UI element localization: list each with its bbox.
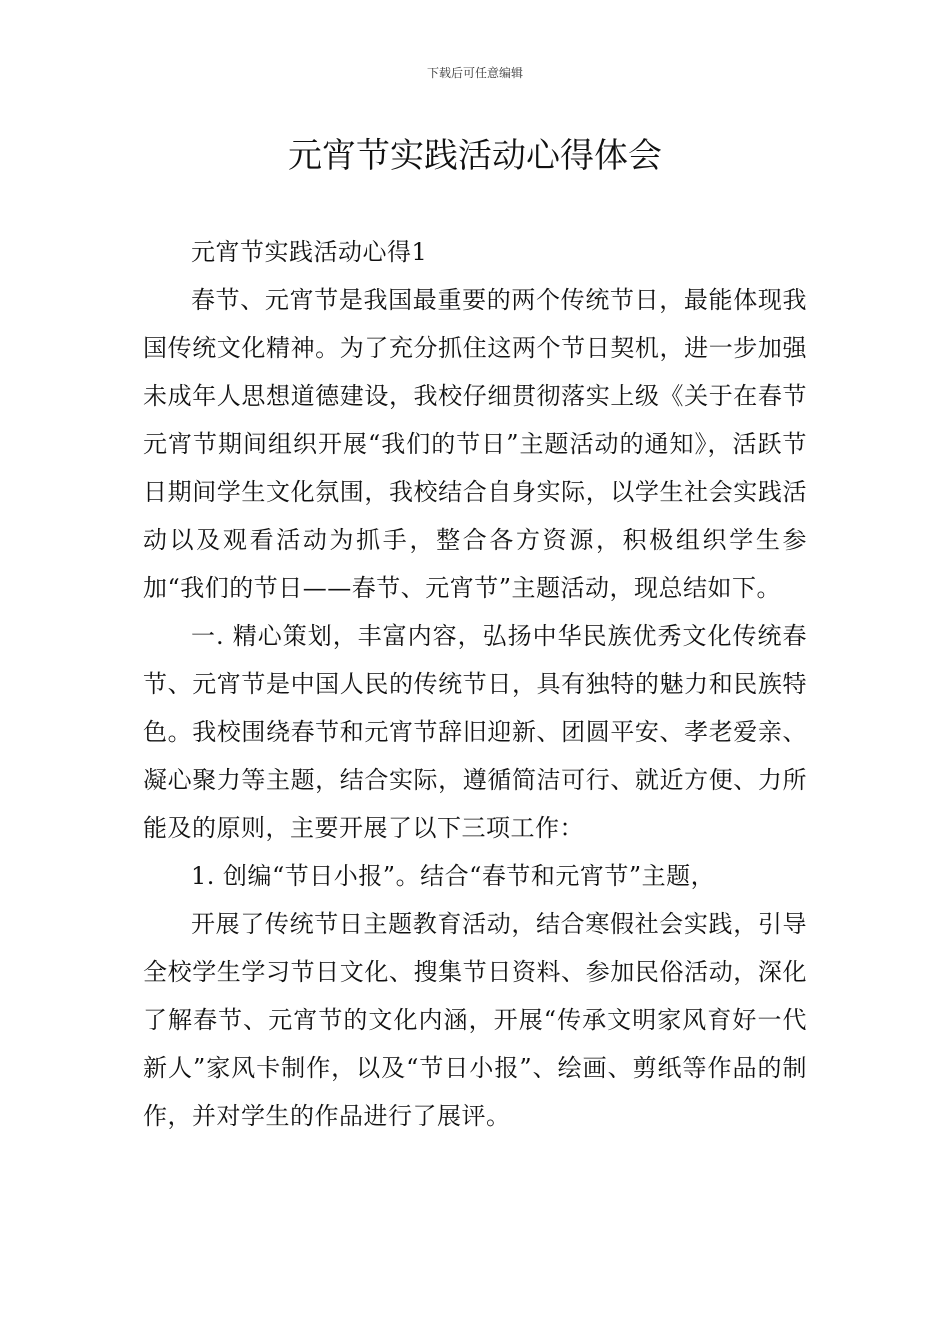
body-paragraph-section-one: 一. 精心策划，丰富内容，弘扬中华民族优秀文化传统春节、元宵节是中国人民的传统节日，具有独特的魅力和民族特色。我校围绕春节和元宵节辞旧迎新、团圆平安、孝老爱亲、凝心聚力等主题，结合实际，遵循简洁可行、就近方便、力所能及的原则，主要开展了以下三项工作： bbox=[143, 622, 807, 842]
header-note: 下载后可任意编辑 bbox=[426, 66, 523, 80]
section-heading-paragraph: 元宵节实践活动心得1 bbox=[191, 238, 428, 266]
document-body bbox=[143, 228, 807, 1140]
body-paragraph-activities: 开展了传统节日主题教育活动，结合寒假社会实践，引导全校学生学习节日文化、搜集节日资料、参加民俗活动，深化了解春节、元宵节的文化内涵，开展“传承文明家风育好一代新人”家风卡制作，以及“节日小报”、绘画、剪纸等作品的制作，并对学生的作品进行了展评。 bbox=[143, 910, 807, 1130]
body-paragraph-intro: 春节、元宵节是我国最重要的两个传统节日，最能体现我国传统文化精神。为了充分抓住这两个节日契机，进一步加强未成年人思想道德建设，我校仔细贯彻落实上级《关于在春节元宵节期间组织开展“我们的节日”主题活动的通知》，活跃节日期间学生文化氛围，我校结合自身实际，以学生社会实践活动以及观看活动为抓手，整合各方资源，积极组织学生参加“我们的节日——春节、元宵节”主题活动，现总结如下。 bbox=[143, 286, 807, 602]
document-title: 元宵节实践活动心得体会 bbox=[288, 136, 662, 176]
body-paragraph-item-one: 1. 创编“节日小报”。结合“春节和元宵节”主题， bbox=[191, 862, 716, 890]
